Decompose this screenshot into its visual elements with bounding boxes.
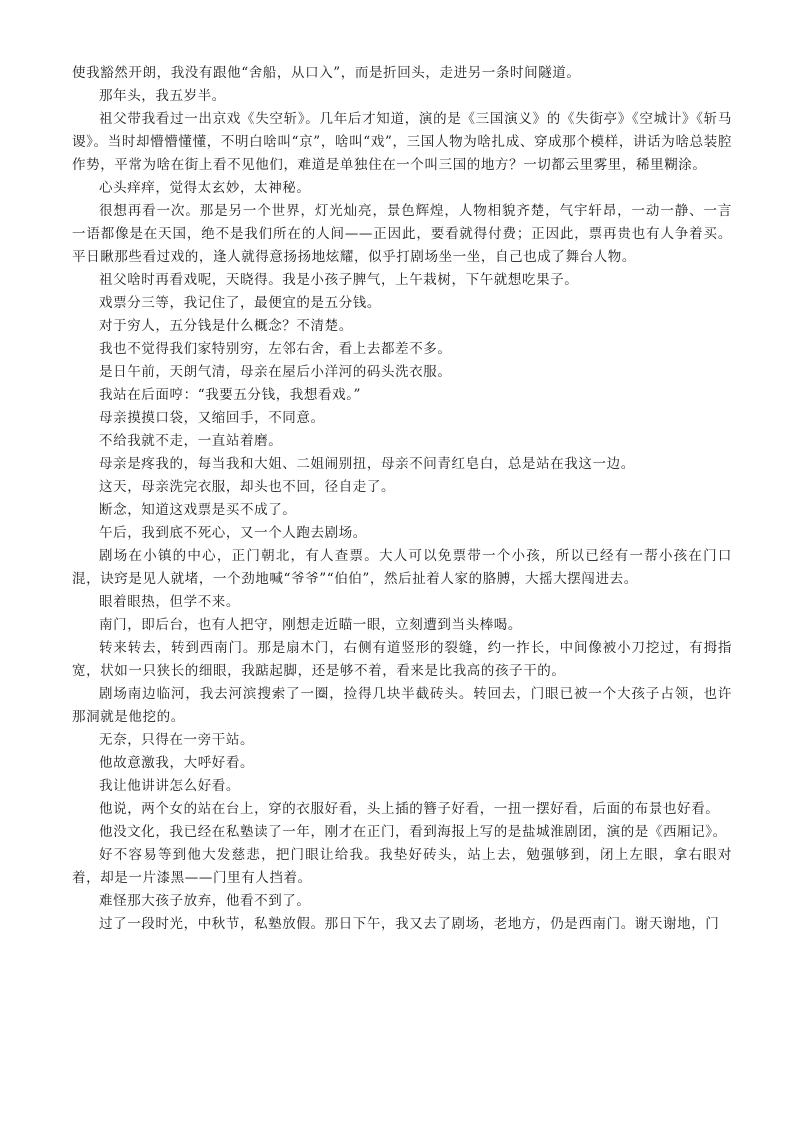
paragraph: 戏票分三等，我记住了，最便宜的是五分钱。 bbox=[99, 295, 381, 311]
paragraph: 这天，母亲洗完衣服，却头也不回，径自走了。 bbox=[99, 479, 396, 495]
paragraph: 难怪那大孩子放弃，他看不到了。 bbox=[99, 893, 311, 909]
paragraph: 很想再看一次。那是另一个世界，灯光灿亮，景色辉煌，人物相貌齐楚，气宇轩昂，一动一静、一言一语都像是在天国，绝不是我们所在的人间——正因此，要看就得付费；正因此，票再贵也有人争着买。平日瞅那些看过戏的，逢人就得意扬扬地炫耀，似乎打剧场坐一坐，自己也成了舞台人物。 bbox=[72, 203, 732, 265]
paragraph: 母亲摸摸口袋，又缩回手，不同意。 bbox=[99, 410, 325, 426]
paragraph: 我站在后面哼：“我要五分钱，我想看戏。” bbox=[99, 387, 362, 403]
paragraph: 南门，即后台，也有人把守，刚想走近瞄一眼，立刻遭到当头棒喝。 bbox=[99, 617, 522, 633]
paragraph: 好不容易等到他大发慈悲，把门眼让给我。我垫好砖头，站上去，勉强够到，闭上左眼，拿右眼对着，却是一片漆黑——门里有人挡着。 bbox=[72, 847, 732, 886]
paragraph: 剧场南边临河，我去河滨搜索了一圈，捡得几块半截砖头。转回去，门眼已被一个大孩子占领，也许那洞就是他挖的。 bbox=[72, 686, 732, 725]
paragraph: 剧场在小镇的中心，正门朝北，有人查票。大人可以免票带一个小孩，所以已经有一帮小孩在门口混，诀窍是见人就堵，一个劲地喊“爷爷”“伯伯”，然后扯着人家的胳膊，大摇大摆闯进去。 bbox=[72, 548, 732, 587]
article-body bbox=[72, 62, 732, 936]
paragraph: 断念，知道这戏票是买不成了。 bbox=[99, 502, 297, 518]
paragraph: 心头痒痒，觉得太玄妙，太神秘。 bbox=[99, 180, 311, 196]
paragraph: 我让他讲讲怎么好看。 bbox=[99, 778, 240, 794]
paragraph: 母亲是疼我的，每当我和大姐、二姐闹别扭，母亲不问青红皂白，总是站在我这一边。 bbox=[99, 456, 635, 472]
paragraph: 他说，两个女的站在台上，穿的衣服好看，头上插的簪子好看，一扭一摆好看，后面的布景也好看。 bbox=[99, 801, 720, 817]
paragraph: 眼着眼热，但学不来。 bbox=[99, 594, 240, 610]
paragraph: 午后，我到底不死心，又一个人跑去剧场。 bbox=[99, 525, 367, 541]
paragraph: 使我豁然开朗，我没有跟他“舍船，从口入”，而是折回头，走进另一条时间隧道。 bbox=[72, 65, 581, 81]
paragraph: 祖父啥时再看戏呢，天晓得。我是小孩子脾气，上午栽树，下午就想吃果子。 bbox=[99, 272, 579, 288]
paragraph: 是日午前，天朗气清，母亲在屋后小洋河的码头洗衣服。 bbox=[99, 364, 452, 380]
paragraph: 无奈，只得在一旁干站。 bbox=[99, 732, 255, 748]
paragraph: 过了一段时光，中秋节，私塾放假。那日下午，我又去了剧场，老地方，仍是西南门。谢天谢地，门 bbox=[99, 916, 720, 932]
paragraph: 转来转去，转到西南门。那是扇木门，右侧有道竖形的裂缝，约一拃长，中间像被小刀挖过，有拇指宽，状如一只狭长的细眼，我踮起脚，还是够不着，看来是比我高的孩子干的。 bbox=[72, 640, 732, 679]
paragraph: 祖父带我看过一出京戏《失空斩》。几年后才知道，演的是《三国演义》的《失街亭》《空城计》《斩马谡》。当时却懵懵懂懂，不明白啥叫“京”，啥叫“戏”，三国人物为啥扎成、穿成那个模样，讲话为啥总装腔作势，平常为啥在街上看不见他们，难道是单独住在一个叫三国的地方？一切都云里雾里，稀里糊涂。 bbox=[72, 111, 732, 173]
paragraph: 他没文化，我已经在私塾读了一年，刚才在正门，看到海报上写的是盐城淮剧团，演的是《西厢记》。 bbox=[99, 824, 727, 840]
paragraph: 我也不觉得我们家特别穷，左邻右舍，看上去都差不多。 bbox=[99, 341, 452, 357]
paragraph: 那年头，我五岁半。 bbox=[99, 88, 226, 104]
paragraph: 不给我就不走，一直站着磨。 bbox=[99, 433, 283, 449]
paragraph: 他故意激我，大呼好看。 bbox=[99, 755, 255, 771]
paragraph: 对于穷人，五分钱是什么概念？不清楚。 bbox=[99, 318, 353, 334]
